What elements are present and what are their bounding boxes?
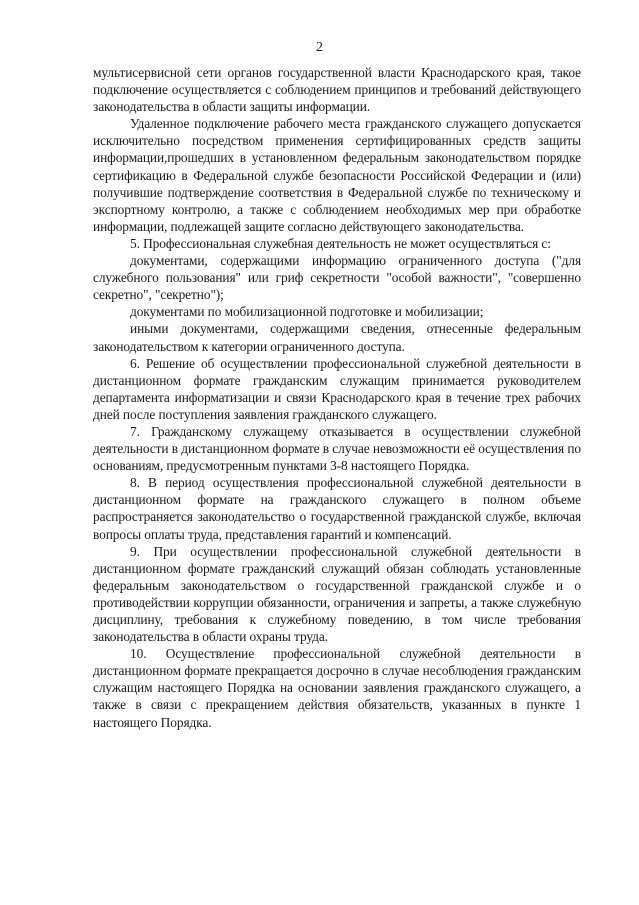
paragraph-item-10: 10. Осуществление профессиональной служебной деятельности в дистанционном формате прекращается досрочно в случае несоблюдения гражданским служащим настоящего Порядка на основании заявления гражданского служащего, а также в связи с прекращением действия обязательств, указанных в пункте 1 настоящего Порядка. — [93, 646, 581, 730]
page-number: 2 — [316, 40, 323, 55]
paragraph-item-9: 9. При осуществлении профессиональной служебной деятельности в дистанционном формате гражданский служащий обязан соблюдать установленные федеральным законодательством о государственной гражданской службе и о противодействии коррупции обязанности, ограничения и запреты, а также служебную дисциплину, требования к служебному поведению, в том числе требования законодательства в области охраны труда. — [93, 543, 581, 645]
paragraph-item-5-mobilization-docs: документами по мобилизационной подготовке и мобилизации; — [130, 304, 484, 320]
document-body — [93, 64, 581, 731]
paragraph-item-7: 7. Гражданскому служащему отказывается в осуществлении служебной деятельности в дистанционном формате в случае невозможности её осуществления по основаниям, предусмотренным пунктами 3-8 настоящего Порядка. — [93, 423, 581, 474]
paragraph-continuation: мультисервисной сети органов государственной власти Краснодарского края, такое подключение осуществляется с соблюдением принципов и требований действующего законодательства в области защиты информации. — [93, 65, 581, 115]
paragraph-item-5-restricted-docs: документами, содержащими информацию ограниченного доступа ("для служебного пользования" или гриф секретности "особой важности", "совершенно секретно", "секретно"); — [93, 253, 581, 303]
paragraph-item-8: 8. В период осуществления профессиональной служебной деятельности в дистанционном формате на гражданского служащего в полном объеме распространяется законодательство о государственной гражданской службе, включая вопросы оплаты труда, представления гарантий и компенсаций. — [93, 475, 581, 542]
paragraph-item-5: 5. Профессиональная служебная деятельность не может осуществляться с: — [130, 235, 551, 251]
paragraph-item-6: 6. Решение об осуществлении профессиональной служебной деятельности в дистанционном формате гражданским служащим принимается руководителем департамента информатизации и связи Краснодарского края в течение трех рабочих дней после поступления заявления гражданского служащего. — [93, 355, 581, 422]
paragraph-item-5-other-docs: иными документами, содержащими сведения, отнесенные федеральным законодательством к категории ограниченного доступа. — [93, 321, 581, 354]
paragraph-remote-connection: Удаленное подключение рабочего места гражданского служащего допускается исключительно посредством применения сертифицированных средств защиты информации,прошедших в установленном федеральным законодательством порядке сертификацию в Федеральной службе безопасности Российской Федерации и (или) получившие подтверждение соответствия в Федеральной службе по техническому и экспортному контролю, а также с соблюдением необходимых мер при обработке информации, подлежащей защите согласно действующего законодательства. — [93, 116, 581, 234]
